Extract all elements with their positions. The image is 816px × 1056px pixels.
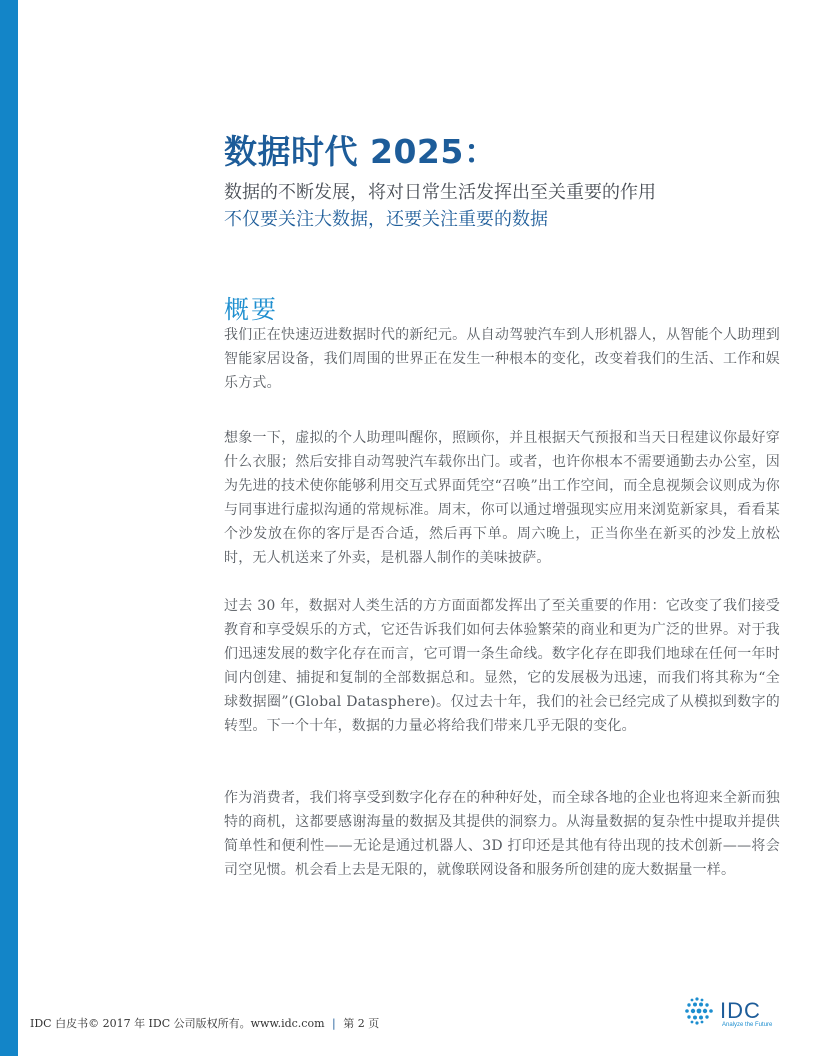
page-title: 数据时代 2025： xyxy=(224,132,498,171)
idc-logo-tagline: Analyze the Future xyxy=(722,1022,773,1028)
footer-page-number: 第 2 页 xyxy=(343,1017,380,1030)
section-heading: 概要 xyxy=(224,295,279,324)
body-paragraph-3: 过去 30 年，数据对人类生活的方方面面都发挥出了至关重要的作用：它改变了我们接受教育和享受娱乐的方式，它还告诉我们如何去体验繁荣的商业和更为广泛的世界。对于我们迅速发展的数字化存在而言，它可谓一条生命线。数字化存在即我们地球在任何一年时间内创建、捕捉和复制的全部数据总和。显然，它的发展极为迅速，而我们将其称为“全球数据圈”(Global Datasphere)。仅过去十年，我们的社会已经完成了从模拟到数字的转型。下一个十年，数据的力量必将给我们带来几乎无限的变化。 xyxy=(224,598,780,734)
footer xyxy=(30,1015,379,1031)
left-accent-bar xyxy=(0,0,18,1056)
subtitle-line-2: 不仅要关注大数据，还要关注重要的数据 xyxy=(224,209,548,230)
body-paragraph-1: 我们正在快速迈进数据时代的新纪元。从自动驾驶汽车到人形机器人，从智能个人助理到智能家居设备，我们周围的世界正在发生一种根本的变化，改变着我们的生活、工作和娱乐方式。 xyxy=(224,327,780,391)
footer-separator: | xyxy=(332,1017,336,1030)
body-paragraph-4: 作为消费者，我们将享受到数字化存在的种种好处，而全球各地的企业也将迎来全新而独特的商机，这都要感谢海量的数据及其提供的洞察力。从海量数据的复杂性中提取并提供简单性和便利性——无论是通过机器人、3D 打印还是其他有待出现的技术创新——将会司空见惯。机会看上去是无限的，就像联网设备和服务所创建的庞大数据量一样。 xyxy=(224,790,780,878)
body-paragraph-2: 想象一下，虚拟的个人助理叫醒你，照顾你，并且根据天气预报和当天日程建议你最好穿什么衣服；然后安排自动驾驶汽车载你出门。或者，也许你根本不需要通勤去办公室，因为先进的技术使你能够利用交互式界面凭空“召唤”出工作空间，而全息视频会议则成为你与同事进行虚拟沟通的常规标准。周末，你可以通过增强现实应用来浏览新家具，看看某个沙发放在你的客厅是否合适，然后再下单。周六晚上，正当你坐在新买的沙发上放松时，无人机送来了外卖，是机器人制作的美味披萨。 xyxy=(224,430,780,566)
idc-logo-wordmark: IDC xyxy=(720,998,761,1023)
subtitle-line-1: 数据的不断发展，将对日常生活发挥出至关重要的作用 xyxy=(224,182,656,203)
footer-copyright: IDC 白皮书© 2017 年 IDC 公司版权所有。www.idc.com xyxy=(30,1017,325,1030)
